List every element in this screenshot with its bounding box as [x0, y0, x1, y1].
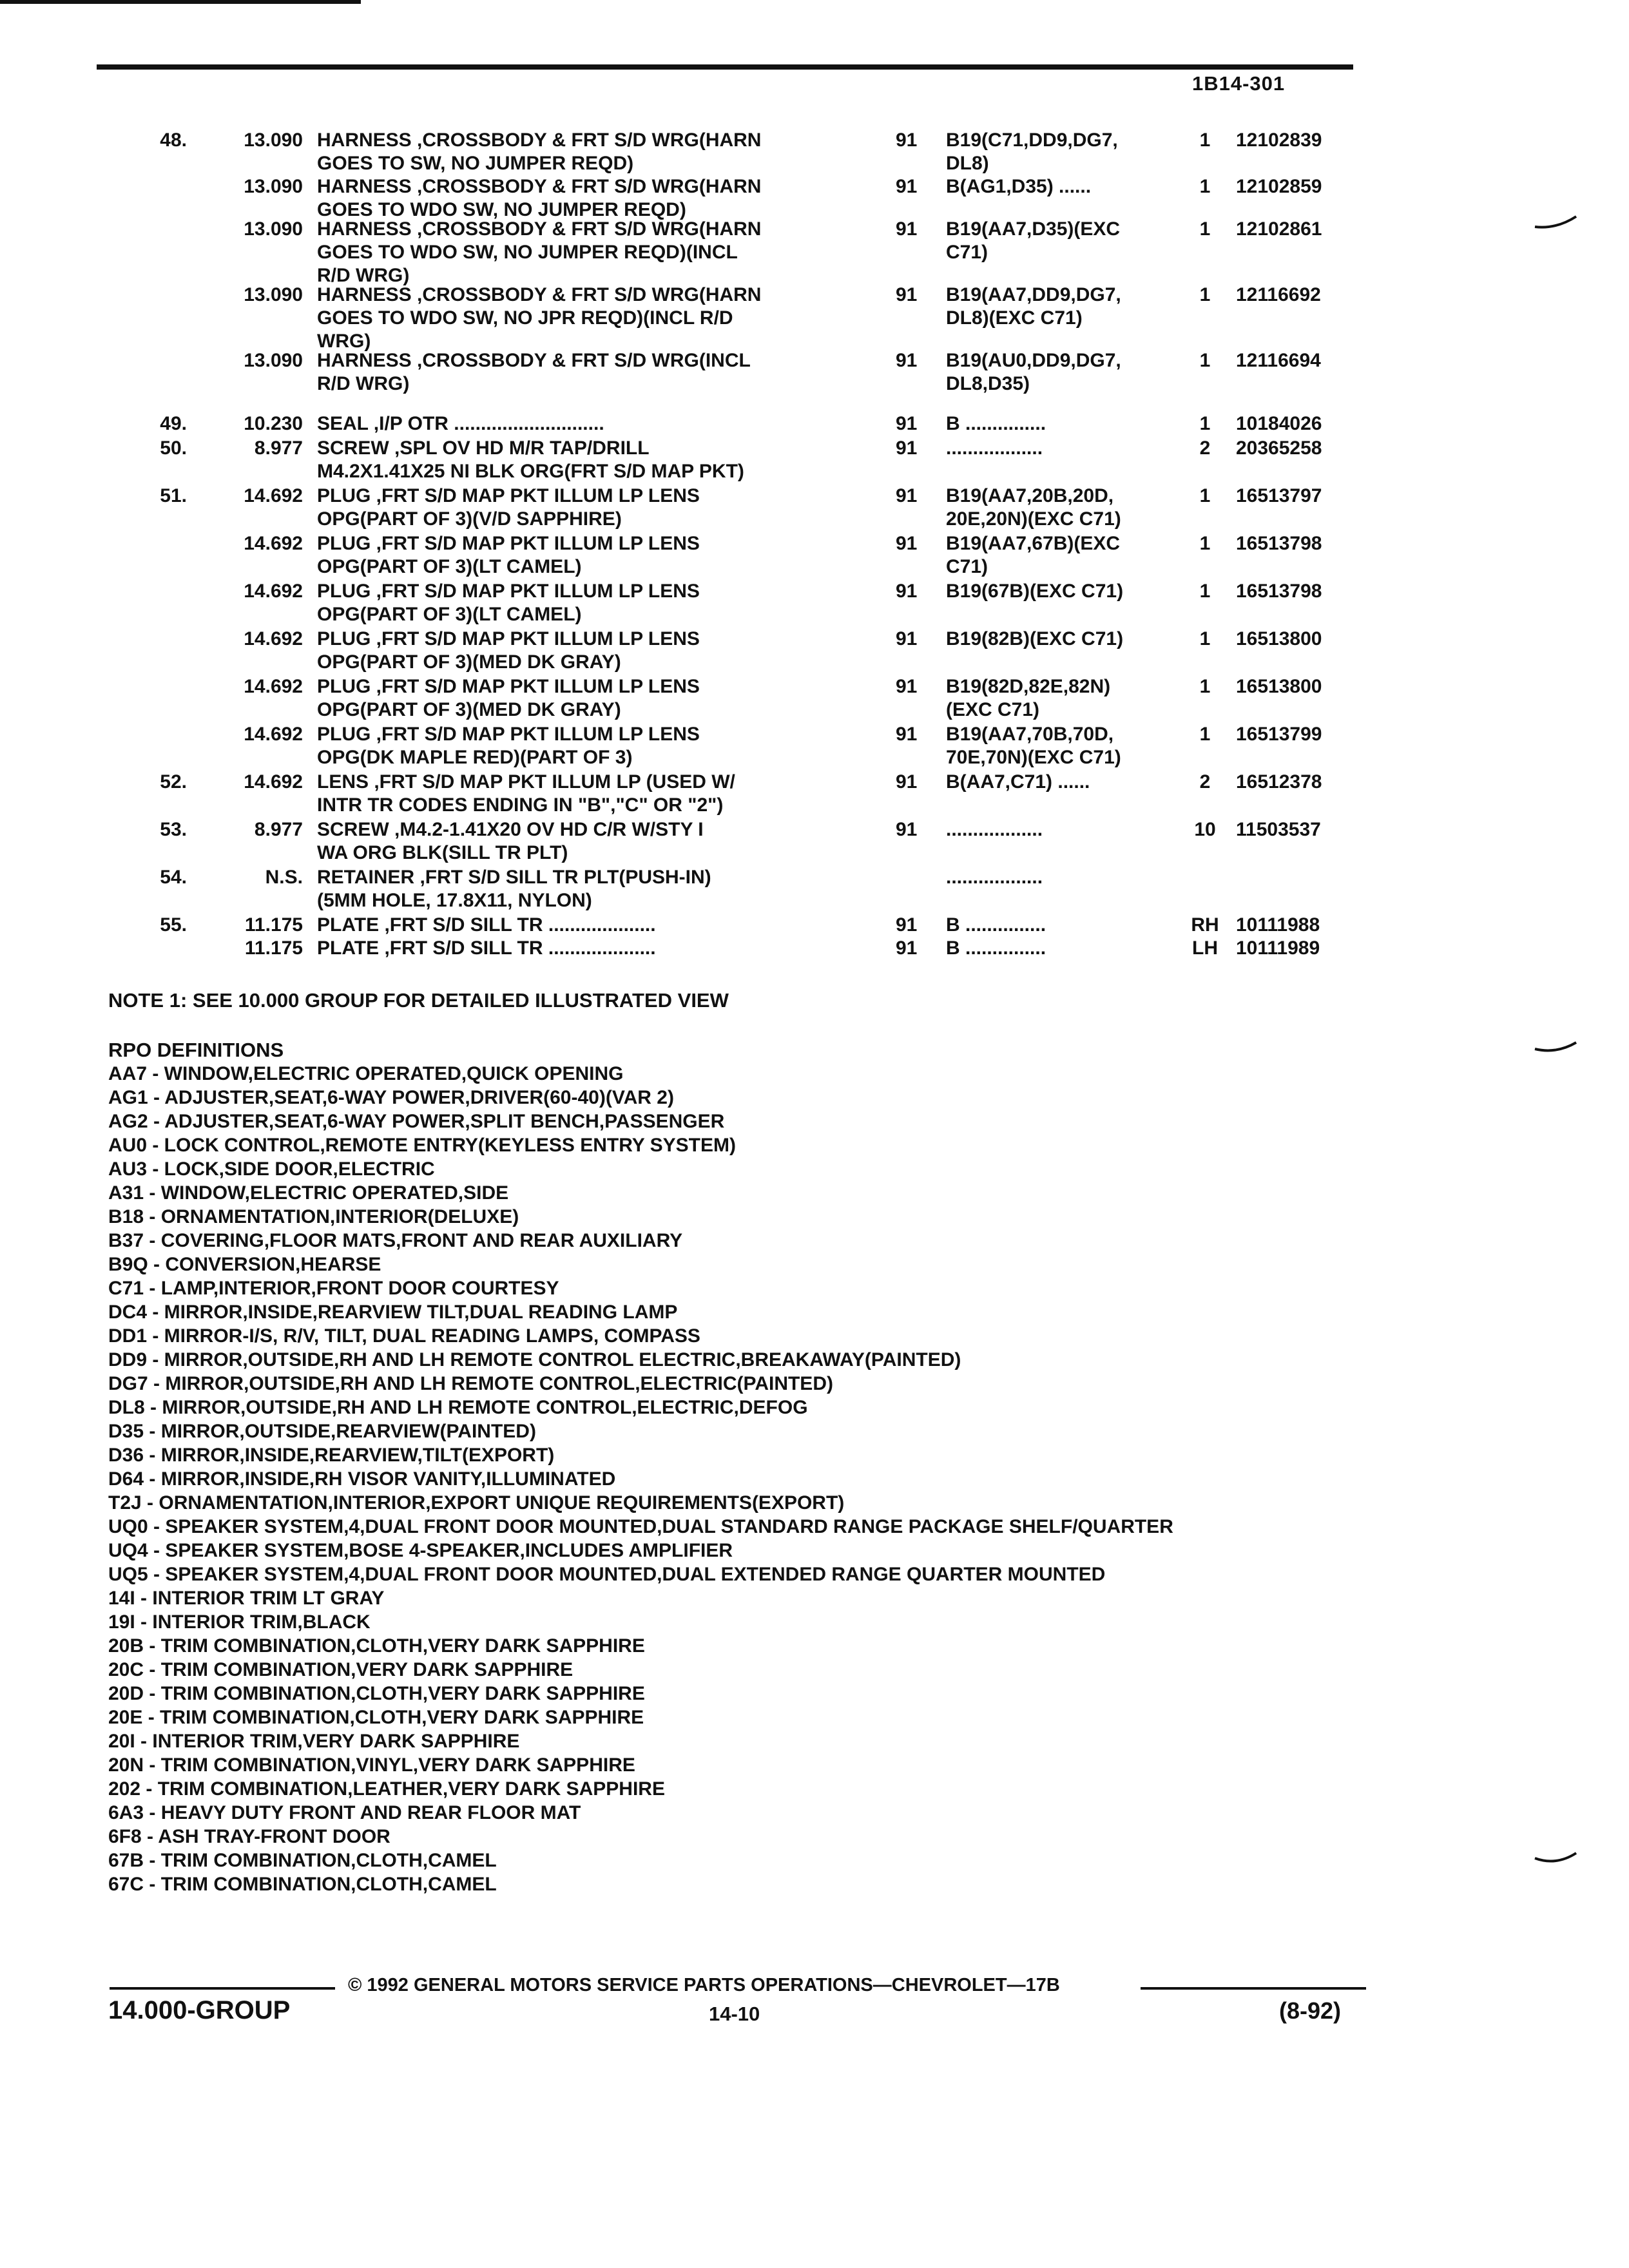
rpo-item: [108, 1849, 1397, 1872]
part-number: 20365258: [1236, 437, 1322, 459]
usage-codes: ..................: [946, 437, 1043, 459]
group-number: 14.692: [244, 581, 303, 602]
rpo-description: - ADJUSTER,SEAT,6-WAY POWER,SPLIT BENCH,PASSENGER: [148, 1111, 725, 1132]
usage-codes: B19(AA7,70B,70D, 70E,70N)(EXC C71): [946, 724, 1121, 768]
footer-rule-left: [110, 1987, 335, 1990]
rpo-description: - TRIM COMBINATION,CLOTH,VERY DARK SAPPHIRE: [144, 1635, 645, 1657]
quantity: 10: [1194, 819, 1216, 840]
model-year: 91: [896, 819, 918, 840]
part-description: SCREW ,SPL OV HD M/R TAP/DRILL M4.2X1.41X25 NI BLK ORG(FRT S/D MAP PKT): [317, 437, 744, 482]
model-year: 91: [896, 937, 918, 959]
group-number: 14.692: [244, 676, 303, 697]
quantity: 1: [1199, 130, 1211, 151]
rpo-description: - MIRROR,INSIDE,RH VISOR VANITY,ILLUMINATED: [144, 1468, 616, 1490]
usage-codes: B ...............: [946, 413, 1046, 434]
quantity: 1: [1199, 628, 1211, 649]
rpo-description: - COVERING,FLOOR MATS,FRONT AND REAR AUXILIARY: [144, 1230, 683, 1251]
group-number: 14.692: [244, 628, 303, 649]
footer-group: 14.000-GROUP: [108, 1996, 291, 2024]
rpo-description: - MIRROR,OUTSIDE,RH AND LH REMOTE CONTROL,ELECTRIC,DEFOG: [144, 1397, 808, 1418]
rpo-description: - HEAVY DUTY FRONT AND REAR FLOOR MAT: [144, 1802, 581, 1823]
header-rule: [97, 64, 1353, 70]
group-number: 14.692: [244, 771, 303, 793]
rpo-code: 20I: [108, 1731, 135, 1752]
rpo-code: D35: [108, 1421, 144, 1442]
group-number: 13.090: [244, 218, 303, 240]
quantity: 1: [1199, 413, 1211, 434]
top-left-rule: [0, 0, 361, 4]
part-number: 16513800: [1236, 676, 1322, 697]
rpo-code: 67C: [108, 1874, 144, 1895]
rpo-code: B37: [108, 1230, 144, 1251]
rpo-item: [108, 1729, 1397, 1753]
part-description: LENS ,FRT S/D MAP PKT ILLUM LP (USED W/ INTR TR CODES ENDING IN "B","C" OR "2"): [317, 771, 735, 816]
rpo-description: - ORNAMENTATION,INTERIOR(DELUXE): [144, 1206, 519, 1227]
ref-number: 54.: [160, 867, 187, 888]
rpo-item: [108, 1253, 1397, 1276]
rpo-code: DD9: [108, 1349, 148, 1370]
footer-date: (8-92): [1279, 1997, 1342, 2024]
rpo-item: [108, 1586, 1397, 1610]
rpo-code: UQ4: [108, 1540, 148, 1561]
rpo-code: D64: [108, 1468, 144, 1490]
rpo-item: [108, 1825, 1397, 1849]
part-number: 11503537: [1236, 819, 1321, 840]
rpo-description: - INTERIOR TRIM LT GRAY: [135, 1588, 385, 1609]
quantity: 1: [1199, 676, 1211, 697]
part-description: PLUG ,FRT S/D MAP PKT ILLUM LP LENS OPG(DK MAPLE RED)(PART OF 3): [317, 724, 700, 768]
rpo-code: 20D: [108, 1683, 144, 1704]
rpo-description: - MIRROR,INSIDE,REARVIEW TILT,DUAL READING LAMP: [147, 1302, 678, 1323]
quantity: 1: [1199, 533, 1211, 554]
rpo-description: - MIRROR,OUTSIDE,RH AND LH REMOTE CONTROL ELECTRIC,BREAKAWAY(PAINTED): [147, 1349, 961, 1370]
part-number: 16513798: [1236, 533, 1322, 554]
usage-codes: ..................: [946, 819, 1043, 840]
usage-codes: B19(AA7,D35)(EXC C71): [946, 218, 1121, 263]
page-code: 1B14-301: [1192, 72, 1286, 95]
model-year: 91: [896, 130, 918, 151]
rpo-code: 202: [108, 1778, 141, 1800]
rpo-item: [108, 1801, 1397, 1825]
rpo-item: [108, 1110, 1397, 1133]
quantity: RH: [1191, 914, 1219, 936]
margin-mark: [1534, 1849, 1579, 1869]
part-description: SEAL ,I/P OTR ............................: [317, 413, 604, 434]
rpo-code: DG7: [108, 1373, 148, 1394]
rpo-description: - SPEAKER SYSTEM,4,DUAL FRONT DOOR MOUNTED,DUAL EXTENDED RANGE QUARTER MOUNTED: [148, 1564, 1106, 1585]
model-year: 91: [896, 724, 918, 745]
rpo-code: UQ0: [108, 1516, 148, 1537]
rpo-description: - TRIM COMBINATION,CLOTH,VERY DARK SAPPHIRE: [144, 1683, 645, 1704]
rpo-description: - TRIM COMBINATION,CLOTH,VERY DARK SAPPHIRE: [142, 1707, 644, 1728]
rpo-item: [108, 1706, 1397, 1729]
rpo-code: B18: [108, 1206, 144, 1227]
part-number: 16513799: [1236, 724, 1322, 745]
part-description: PLUG ,FRT S/D MAP PKT ILLUM LP LENS OPG(PART OF 3)(LT CAMEL): [317, 533, 700, 577]
group-number: 14.692: [244, 485, 303, 506]
rpo-definitions: [108, 1062, 1397, 1896]
rpo-code: D36: [108, 1445, 144, 1466]
part-number: 12102839: [1236, 130, 1322, 151]
rpo-item: [108, 1610, 1397, 1634]
rpo-code: 19I: [108, 1611, 135, 1633]
group-number: 14.692: [244, 533, 303, 554]
part-number: 16512378: [1236, 771, 1322, 793]
rpo-description: - INTERIOR TRIM,VERY DARK SAPPHIRE: [135, 1731, 520, 1752]
model-year: 91: [896, 533, 918, 554]
rpo-item: [108, 1753, 1397, 1777]
rpo-code: DD1: [108, 1325, 148, 1347]
rpo-description: - ASH TRAY-FRONT DOOR: [141, 1826, 390, 1847]
rpo-item: [108, 1086, 1397, 1110]
rpo-code: AG2: [108, 1111, 148, 1132]
rpo-code: C71: [108, 1278, 144, 1299]
quantity: 1: [1199, 350, 1211, 371]
rpo-description: - CONVERSION,HEARSE: [148, 1254, 381, 1275]
rpo-code: AU3: [108, 1158, 148, 1180]
usage-codes: B19(82D,82E,82N) (EXC C71): [946, 676, 1111, 720]
quantity: 1: [1199, 724, 1211, 745]
quantity: 2: [1199, 437, 1211, 459]
model-year: 91: [896, 676, 918, 697]
model-year: 91: [896, 413, 918, 434]
rpo-description: - SPEAKER SYSTEM,4,DUAL FRONT DOOR MOUNTED,DUAL STANDARD RANGE PACKAGE SHELF/QUARTER: [148, 1516, 1173, 1537]
rpo-code: AA7: [108, 1063, 148, 1084]
rpo-description: - WINDOW,ELECTRIC OPERATED,SIDE: [144, 1182, 509, 1204]
rpo-title: RPO DEFINITIONS: [108, 1039, 284, 1061]
group-number: 8.977: [254, 819, 303, 840]
part-number: 12102859: [1236, 176, 1322, 197]
rpo-item: [108, 1062, 1397, 1086]
rpo-item: [108, 1419, 1397, 1443]
part-number: 10184026: [1236, 413, 1322, 434]
ref-number: 55.: [160, 914, 187, 936]
copyright-text: © 1992 GENERAL MOTORS SERVICE PARTS OPERATIONS—CHEVROLET—17B: [348, 1975, 1060, 1995]
rpo-description: - SPEAKER SYSTEM,BOSE 4-SPEAKER,INCLUDES AMPLIFIER: [148, 1540, 733, 1561]
rpo-item: [108, 1157, 1397, 1181]
quantity: 1: [1199, 176, 1211, 197]
usage-codes: B(AA7,C71) ......: [946, 771, 1090, 793]
rpo-description: - TRIM COMBINATION,CLOTH,CAMEL: [144, 1850, 497, 1871]
group-number: 10.230: [244, 413, 303, 434]
model-year: 91: [896, 176, 918, 197]
model-year: 91: [896, 914, 918, 936]
rpo-code: 20N: [108, 1754, 144, 1776]
rpo-code: 6F8: [108, 1826, 142, 1847]
rpo-description: - MIRROR-I/S, R/V, TILT, DUAL READING LAMPS, COMPASS: [147, 1325, 700, 1347]
quantity: 2: [1199, 771, 1211, 793]
quantity: LH: [1192, 937, 1218, 959]
rpo-item: [108, 1276, 1397, 1300]
rpo-item: [108, 1467, 1397, 1491]
quantity: 1: [1199, 581, 1211, 602]
group-number: 8.977: [254, 437, 303, 459]
rpo-code: 20E: [108, 1707, 143, 1728]
usage-codes: B19(C71,DD9,DG7, DL8): [946, 130, 1118, 174]
model-year: 91: [896, 628, 918, 649]
part-description: PLUG ,FRT S/D MAP PKT ILLUM LP LENS OPG(PART OF 3)(LT CAMEL): [317, 581, 700, 625]
rpo-description: - TRIM COMBINATION,CLOTH,CAMEL: [144, 1874, 497, 1895]
group-number: 13.090: [244, 176, 303, 197]
rpo-item: [108, 1658, 1397, 1682]
rpo-item: [108, 1300, 1397, 1324]
part-number: 16513800: [1236, 628, 1322, 649]
group-number: 11.175: [244, 937, 303, 959]
part-number: 10111989: [1236, 937, 1320, 959]
rpo-code: 67B: [108, 1850, 144, 1871]
usage-codes: B19(AA7,20B,20D, 20E,20N)(EXC C71): [946, 485, 1121, 530]
rpo-item: [108, 1515, 1397, 1539]
part-description: HARNESS ,CROSSBODY & FRT S/D WRG(INCL R/D WRG): [317, 350, 751, 394]
usage-codes: ..................: [946, 867, 1043, 888]
rpo-description: - WINDOW,ELECTRIC OPERATED,QUICK OPENING: [147, 1063, 624, 1084]
rpo-code: AU0: [108, 1135, 148, 1156]
part-description: SCREW ,M4.2-1.41X20 OV HD C/R W/STY I WA ORG BLK(SILL TR PLT): [317, 819, 704, 863]
rpo-code: 6A3: [108, 1802, 144, 1823]
rpo-description: - LOCK,SIDE DOOR,ELECTRIC: [147, 1158, 435, 1180]
part-description: PLUG ,FRT S/D MAP PKT ILLUM LP LENS OPG(PART OF 3)(MED DK GRAY): [317, 628, 700, 673]
rpo-description: - LOCK CONTROL,REMOTE ENTRY(KEYLESS ENTRY SYSTEM): [147, 1135, 736, 1156]
part-description: PLUG ,FRT S/D MAP PKT ILLUM LP LENS OPG(PART OF 3)(MED DK GRAY): [317, 676, 700, 720]
rpo-code: B9Q: [108, 1254, 148, 1275]
rpo-description: - MIRROR,OUTSIDE,REARVIEW(PAINTED): [144, 1421, 536, 1442]
usage-codes: B ...............: [946, 937, 1046, 959]
rpo-item: [108, 1205, 1397, 1229]
footer-rule-right: [1141, 1987, 1366, 1990]
ref-number: 51.: [160, 485, 187, 506]
part-description: HARNESS ,CROSSBODY & FRT S/D WRG(HARN GOES TO WDO SW, NO JUMPER REQD): [317, 176, 762, 220]
model-year: 91: [896, 437, 918, 459]
part-description: PLUG ,FRT S/D MAP PKT ILLUM LP LENS OPG(PART OF 3)(V/D SAPPHIRE): [317, 485, 700, 530]
quantity: 1: [1199, 218, 1211, 240]
footer-page-number: 14-10: [709, 2003, 760, 2025]
rpo-code: A31: [108, 1182, 144, 1204]
part-description: HARNESS ,CROSSBODY & FRT S/D WRG(HARN GOES TO WDO SW, NO JUMPER REQD)(INCL R/D WRG): [317, 218, 762, 286]
rpo-description: - MIRROR,OUTSIDE,RH AND LH REMOTE CONTROL,ELECTRIC(PAINTED): [148, 1373, 833, 1394]
rpo-item: [108, 1372, 1397, 1396]
usage-codes: B19(AU0,DD9,DG7, DL8,D35): [946, 350, 1121, 394]
rpo-description: - TRIM COMBINATION,LEATHER,VERY DARK SAPPHIRE: [140, 1778, 665, 1800]
ref-number: 48.: [160, 130, 187, 151]
rpo-item: [108, 1491, 1397, 1515]
rpo-item: [108, 1181, 1397, 1205]
rpo-description: - INTERIOR TRIM,BLACK: [135, 1611, 371, 1633]
usage-codes: B19(AA7,67B)(EXC C71): [946, 533, 1121, 577]
part-number: 16513798: [1236, 581, 1322, 602]
part-description: PLATE ,FRT S/D SILL TR ....................: [317, 937, 656, 959]
rpo-code: 20B: [108, 1635, 144, 1657]
part-number: 12116692: [1236, 284, 1321, 305]
rpo-code: DL8: [108, 1397, 145, 1418]
model-year: 91: [896, 218, 918, 240]
part-description: HARNESS ,CROSSBODY & FRT S/D WRG(HARN GOES TO WDO SW, NO JPR REQD)(INCL R/D WRG): [317, 284, 762, 352]
group-number: 11.175: [244, 914, 303, 936]
ref-number: 52.: [160, 771, 187, 793]
model-year: 91: [896, 284, 918, 305]
part-description: PLATE ,FRT S/D SILL TR ....................: [317, 914, 656, 936]
rpo-description: - ADJUSTER,SEAT,6-WAY POWER,DRIVER(60-40)(VAR 2): [148, 1087, 674, 1108]
rpo-description: - TRIM COMBINATION,VERY DARK SAPPHIRE: [144, 1659, 574, 1680]
margin-mark: [1534, 213, 1579, 232]
usage-codes: B19(AA7,DD9,DG7, DL8)(EXC C71): [946, 284, 1121, 329]
rpo-item: [108, 1133, 1397, 1157]
usage-codes: B19(82B)(EXC C71): [946, 628, 1124, 649]
rpo-code: DC4: [108, 1302, 148, 1323]
group-number: 14.692: [244, 724, 303, 745]
margin-mark: [1534, 1037, 1579, 1057]
rpo-code: 14I: [108, 1588, 135, 1609]
rpo-item: [108, 1539, 1397, 1562]
part-description: RETAINER ,FRT S/D SILL TR PLT(PUSH-IN) (5MM HOLE, 17.8X11, NYLON): [317, 867, 711, 911]
rpo-item: [108, 1396, 1397, 1419]
rpo-item: [108, 1634, 1397, 1658]
ref-number: 49.: [160, 413, 187, 434]
group-number: 13.090: [244, 350, 303, 371]
rpo-item: [108, 1777, 1397, 1801]
group-number: 13.090: [244, 130, 303, 151]
rpo-item: [108, 1562, 1397, 1586]
model-year: 91: [896, 485, 918, 506]
usage-codes: B(AG1,D35) ......: [946, 176, 1092, 197]
usage-codes: B ...............: [946, 914, 1046, 936]
quantity: 1: [1199, 485, 1211, 506]
part-number: 10111988: [1236, 914, 1320, 936]
part-number: 16513797: [1236, 485, 1322, 506]
group-number: N.S.: [265, 867, 303, 888]
rpo-item: [108, 1443, 1397, 1467]
quantity: 1: [1199, 284, 1211, 305]
rpo-item: [108, 1348, 1397, 1372]
group-number: 13.090: [244, 284, 303, 305]
rpo-item: [108, 1872, 1397, 1896]
ref-number: 50.: [160, 437, 187, 459]
rpo-code: AG1: [108, 1087, 148, 1108]
ref-number: 53.: [160, 819, 187, 840]
rpo-description: - ORNAMENTATION,INTERIOR,EXPORT UNIQUE REQUIREMENTS(EXPORT): [141, 1492, 845, 1514]
part-number: 12116694: [1236, 350, 1321, 371]
model-year: 91: [896, 350, 918, 371]
rpo-description: - MIRROR,INSIDE,REARVIEW,TILT(EXPORT): [144, 1445, 555, 1466]
note-text: NOTE 1: SEE 10.000 GROUP FOR DETAILED ILLUSTRATED VIEW: [108, 989, 729, 1012]
rpo-description: - LAMP,INTERIOR,FRONT DOOR COURTESY: [144, 1278, 559, 1299]
rpo-code: 20C: [108, 1659, 144, 1680]
part-description: HARNESS ,CROSSBODY & FRT S/D WRG(HARN GOES TO SW, NO JUMPER REQD): [317, 130, 762, 174]
rpo-item: [108, 1229, 1397, 1253]
part-number: 12102861: [1236, 218, 1322, 240]
rpo-description: - TRIM COMBINATION,VINYL,VERY DARK SAPPHIRE: [144, 1754, 635, 1776]
usage-codes: B19(67B)(EXC C71): [946, 581, 1124, 602]
model-year: 91: [896, 581, 918, 602]
rpo-item: [108, 1682, 1397, 1706]
model-year: 91: [896, 771, 918, 793]
rpo-item: [108, 1324, 1397, 1348]
rpo-code: UQ5: [108, 1564, 148, 1585]
rpo-code: T2J: [108, 1492, 142, 1514]
